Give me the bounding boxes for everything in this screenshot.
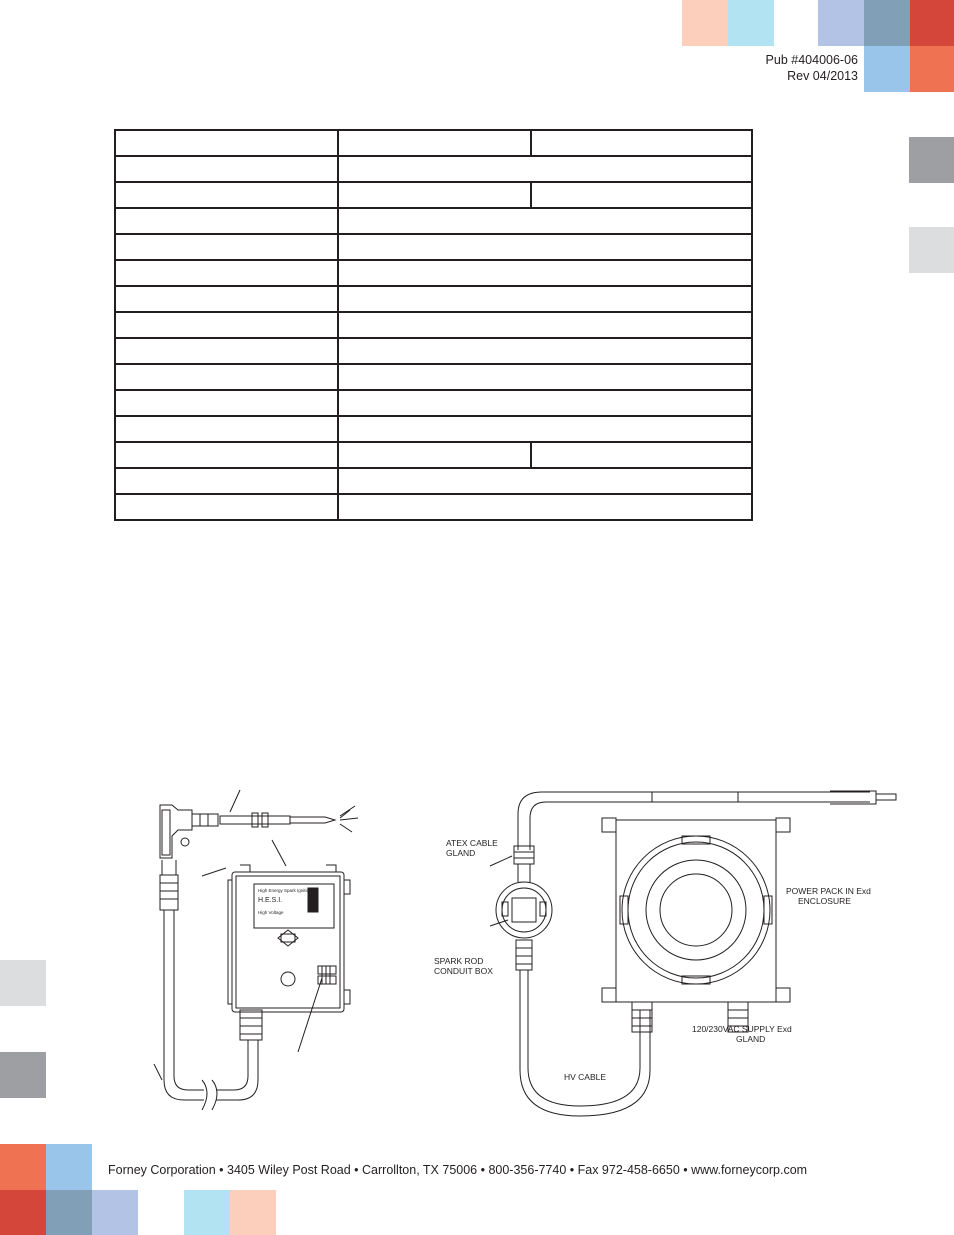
- table-row: [115, 364, 752, 390]
- table-cell: [115, 442, 338, 468]
- color-block: [0, 1144, 46, 1190]
- table-row: [115, 494, 752, 520]
- table-cell: [115, 156, 338, 182]
- color-block: [46, 1144, 92, 1190]
- table-cell: [115, 468, 338, 494]
- table-cell: [338, 338, 752, 364]
- supply-gland-label: GLAND: [736, 1034, 766, 1044]
- table-cell: [115, 390, 338, 416]
- table-cell: [115, 494, 338, 520]
- color-block: [46, 1190, 92, 1235]
- table-row: [115, 156, 752, 182]
- color-block: [682, 0, 728, 46]
- color-block: [910, 46, 954, 92]
- color-block: [0, 1190, 46, 1235]
- table-row: [115, 208, 752, 234]
- table-cell: [115, 312, 338, 338]
- atex-diagram: [420, 780, 910, 1120]
- table-cell: [338, 286, 752, 312]
- spec-table: [114, 129, 753, 521]
- table-cell: [338, 260, 752, 286]
- table-cell: [338, 234, 752, 260]
- color-block: [910, 0, 954, 46]
- table-cell: [338, 156, 752, 182]
- color-block: [92, 1190, 138, 1235]
- table-cell: [338, 312, 752, 338]
- footer-address: Forney Corporation • 3405 Wiley Post Road • Carrollton, TX 75006 • 800-356-7740 • Fax 972-458-6650 • www.forneycorp.com: [108, 1163, 808, 1177]
- table-cell: [338, 442, 531, 468]
- atex-gland-label: ATEX CABLE: [446, 838, 498, 848]
- table-cell: [338, 416, 752, 442]
- table-row: [115, 312, 752, 338]
- table-row: [115, 416, 752, 442]
- table-cell: [338, 208, 752, 234]
- table-cell: [115, 416, 338, 442]
- table-cell: [338, 130, 531, 156]
- color-block: [728, 0, 774, 46]
- conduit-box-label: SPARK ROD: [434, 956, 484, 966]
- table-row: [115, 182, 752, 208]
- table-cell: [115, 286, 338, 312]
- table-cell: [338, 468, 752, 494]
- table-row: [115, 286, 752, 312]
- table-row: [115, 234, 752, 260]
- side-tab: [0, 960, 46, 1006]
- table-cell: [338, 364, 752, 390]
- table-row: [115, 338, 752, 364]
- color-block: [230, 1190, 276, 1235]
- side-tab: [909, 137, 954, 183]
- label-brand: High Energy Spark Ignition: [258, 888, 312, 893]
- table-row: [115, 468, 752, 494]
- table-cell: [115, 234, 338, 260]
- table-row: [115, 130, 752, 156]
- supply-gland-label: 120/230VAC SUPPLY Exd: [692, 1024, 792, 1034]
- table-row: [115, 390, 752, 416]
- side-tab: [909, 227, 954, 273]
- table-row: [115, 442, 752, 468]
- table-cell: [115, 130, 338, 156]
- pub-number: Pub #404006-06: [765, 53, 858, 67]
- table-cell: [531, 442, 752, 468]
- side-tab: [0, 1052, 46, 1098]
- revision-date: Rev 04/2013: [787, 69, 858, 83]
- table-cell: [338, 390, 752, 416]
- color-block: [864, 46, 910, 92]
- table-cell: [338, 494, 752, 520]
- color-block: [864, 0, 910, 46]
- table-row: [115, 260, 752, 286]
- igniter-diagram: [140, 780, 380, 1120]
- conduit-box-label: CONDUIT BOX: [434, 966, 493, 976]
- label-voltage: High Voltage: [258, 910, 284, 915]
- table-cell: [338, 182, 531, 208]
- table-cell: [531, 182, 752, 208]
- power-pack-label: POWER PACK IN Exd: [786, 886, 871, 896]
- table-cell: [115, 182, 338, 208]
- table-cell: [115, 338, 338, 364]
- table-cell: [115, 208, 338, 234]
- color-block: [184, 1190, 230, 1235]
- publication-info: [766, 52, 858, 84]
- power-pack-label: ENCLOSURE: [798, 896, 851, 906]
- hv-cable-label: HV CABLE: [564, 1072, 607, 1082]
- table-cell: [115, 364, 338, 390]
- table-cell: [531, 130, 752, 156]
- atex-gland-label: GLAND: [446, 848, 476, 858]
- label-model: H.E.S.I.: [258, 897, 283, 904]
- color-block: [818, 0, 864, 46]
- table-cell: [115, 260, 338, 286]
